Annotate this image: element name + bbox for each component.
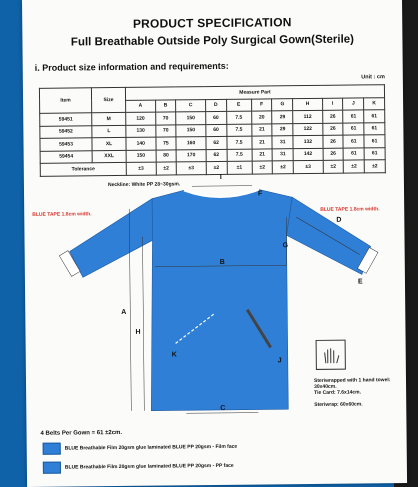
table-cell: 70 bbox=[155, 124, 176, 137]
table-cell: 61 bbox=[343, 147, 364, 160]
table-cell: 7.5 bbox=[226, 136, 251, 149]
table-cell: 26 bbox=[322, 110, 343, 123]
table-cell: 61 bbox=[343, 110, 364, 123]
table-cell: 7.5 bbox=[226, 111, 251, 124]
table-cell: XL bbox=[92, 137, 126, 150]
table-cell: 122 bbox=[293, 123, 323, 136]
table-cell: 26 bbox=[323, 135, 344, 148]
table-cell: 26 bbox=[322, 123, 343, 136]
part-header: K bbox=[364, 97, 385, 110]
table-cell: 59452 bbox=[40, 125, 92, 138]
table-cell: 80 bbox=[156, 149, 177, 162]
steriwrap-label: Steriwrap: 60x60cm. bbox=[314, 401, 363, 408]
table-cell: XXL bbox=[92, 150, 126, 163]
table-cell: 21 bbox=[252, 136, 273, 149]
part-header: E bbox=[226, 99, 251, 112]
wrap-towel-label: Steriwrapped with 1 hand towel: 30x40cm. bbox=[313, 377, 391, 390]
dim-label-j: J bbox=[277, 357, 282, 365]
legend-swatch-pp-face bbox=[43, 462, 61, 474]
unit-label: Unit : cm bbox=[361, 74, 385, 81]
table-cell: 31 bbox=[272, 136, 293, 149]
part-header: F bbox=[251, 98, 272, 111]
tolerance-cell: ±2 bbox=[364, 160, 385, 173]
table-cell: 130 bbox=[126, 125, 156, 138]
table-cell: 61 bbox=[364, 110, 385, 123]
table-cell: 142 bbox=[293, 148, 323, 161]
table-cell: 29 bbox=[272, 111, 293, 124]
dim-label-f: F bbox=[258, 190, 263, 198]
table-cell: 21 bbox=[251, 123, 272, 136]
tolerance-cell: ±2 bbox=[323, 160, 344, 173]
dim-label-b: B bbox=[219, 258, 225, 266]
legend-pp-face: BLUE Breathable Film 20gsm glue laminated BLUE PP 20gsm - PP face bbox=[64, 462, 234, 471]
table-cell: 150 bbox=[126, 150, 156, 163]
measure-header: Measure Part bbox=[125, 85, 384, 100]
item-header: Item bbox=[39, 88, 91, 114]
table-cell: 59451 bbox=[40, 113, 92, 126]
size-table bbox=[39, 84, 386, 176]
part-header: J bbox=[343, 97, 364, 110]
section-heading: i. Product size information and requirements: bbox=[34, 60, 229, 73]
table-cell: 20 bbox=[251, 111, 272, 124]
table-cell: 62 bbox=[206, 149, 227, 162]
gown-body bbox=[149, 189, 294, 410]
neckline-label: Neckline: White PP 28~30gsm. bbox=[107, 181, 181, 189]
part-header: D bbox=[205, 99, 226, 112]
part-header: H bbox=[293, 98, 323, 111]
table-cell: 60 bbox=[205, 111, 226, 124]
table-cell: 120 bbox=[126, 112, 156, 125]
table-cell: 140 bbox=[126, 137, 156, 150]
tolerance-cell: ±3 bbox=[176, 162, 206, 175]
table-cell: 61 bbox=[343, 135, 364, 148]
tolerance-cell: ±1 bbox=[227, 161, 252, 174]
table-cell: 7.5 bbox=[226, 124, 251, 137]
table-cell: 29 bbox=[272, 123, 293, 136]
tolerance-cell: ±2 bbox=[252, 161, 273, 174]
dim-label-e: E bbox=[357, 278, 363, 286]
dim-label-a: A bbox=[121, 308, 127, 316]
table-cell: 59454 bbox=[40, 150, 92, 163]
table-cell: M bbox=[92, 112, 126, 125]
specification-sheet bbox=[22, 0, 407, 487]
table-cell: 61 bbox=[364, 147, 385, 160]
tolerance-cell: ±3 bbox=[126, 162, 156, 175]
dim-label-i: I bbox=[219, 173, 222, 181]
part-header: I bbox=[322, 98, 343, 111]
table-cell: 62 bbox=[206, 136, 227, 149]
table-cell: 60 bbox=[206, 124, 227, 137]
dim-i bbox=[192, 186, 252, 187]
tolerance-cell: ±2 bbox=[156, 162, 177, 175]
tolerance-row bbox=[40, 160, 385, 176]
dim-label-c: C bbox=[220, 404, 226, 412]
blue-tape-right-label: BLUE TAPE 1.8cm width. bbox=[320, 206, 380, 213]
dim-label-g: G bbox=[282, 242, 289, 250]
part-header: B bbox=[155, 99, 176, 112]
page-title: PRODUCT SPECIFICATION bbox=[132, 15, 292, 31]
legend-swatch-film-face bbox=[43, 443, 61, 455]
dim-h bbox=[142, 237, 144, 411]
table-cell: 26 bbox=[323, 148, 344, 161]
tolerance-cell: ±2 bbox=[273, 161, 294, 174]
table-cell: L bbox=[92, 125, 126, 138]
belts-label: 4 Belts Per Gown = 61 ±2cm. bbox=[40, 429, 123, 437]
table-cell: 150 bbox=[176, 112, 206, 125]
table-cell: 75 bbox=[155, 137, 176, 150]
part-header: G bbox=[272, 98, 293, 111]
table-cell: 70 bbox=[155, 112, 176, 125]
table-cell: 21 bbox=[252, 148, 273, 161]
tie-card-label: Tie Card: 7.6x14cm. bbox=[314, 389, 362, 396]
size-header: Size bbox=[91, 87, 125, 112]
blue-tape-left-label: BLUE TAPE 1.8cm width. bbox=[32, 211, 92, 218]
table-cell: 132 bbox=[293, 135, 323, 148]
dim-label-h: H bbox=[135, 328, 141, 336]
table-cell: 7.5 bbox=[227, 149, 252, 162]
table-cell: 61 bbox=[343, 122, 364, 135]
table-cell: 31 bbox=[272, 148, 293, 161]
part-header: C bbox=[176, 99, 206, 112]
hand-towel-icon bbox=[317, 341, 345, 369]
dim-label-d: D bbox=[336, 216, 342, 224]
page-subtitle: Full Breathable Outside Poly Surgical Gown(Sterile) bbox=[70, 33, 355, 49]
table-cell: 150 bbox=[176, 124, 206, 137]
part-header: A bbox=[126, 100, 156, 113]
table-cell: 61 bbox=[364, 135, 385, 148]
table-cell: 112 bbox=[293, 110, 323, 123]
tolerance-cell: ±3 bbox=[293, 160, 323, 173]
table-cell: 61 bbox=[364, 122, 385, 135]
legend-film-face: BLUE Breathable Film 20gsm glue laminated BLUE PP 20gsm - Film face bbox=[64, 443, 238, 452]
table-cell: 59453 bbox=[40, 138, 92, 151]
tolerance-cell: ±2 bbox=[206, 161, 227, 174]
tolerance-label: Tolerance bbox=[40, 162, 126, 175]
table-cell: 170 bbox=[176, 149, 206, 162]
dim-label-k: K bbox=[171, 351, 177, 359]
dim-c bbox=[186, 413, 258, 414]
hand-towel-box bbox=[316, 340, 346, 370]
tolerance-cell: ±2 bbox=[344, 160, 365, 173]
table-cell: 160 bbox=[176, 137, 206, 150]
